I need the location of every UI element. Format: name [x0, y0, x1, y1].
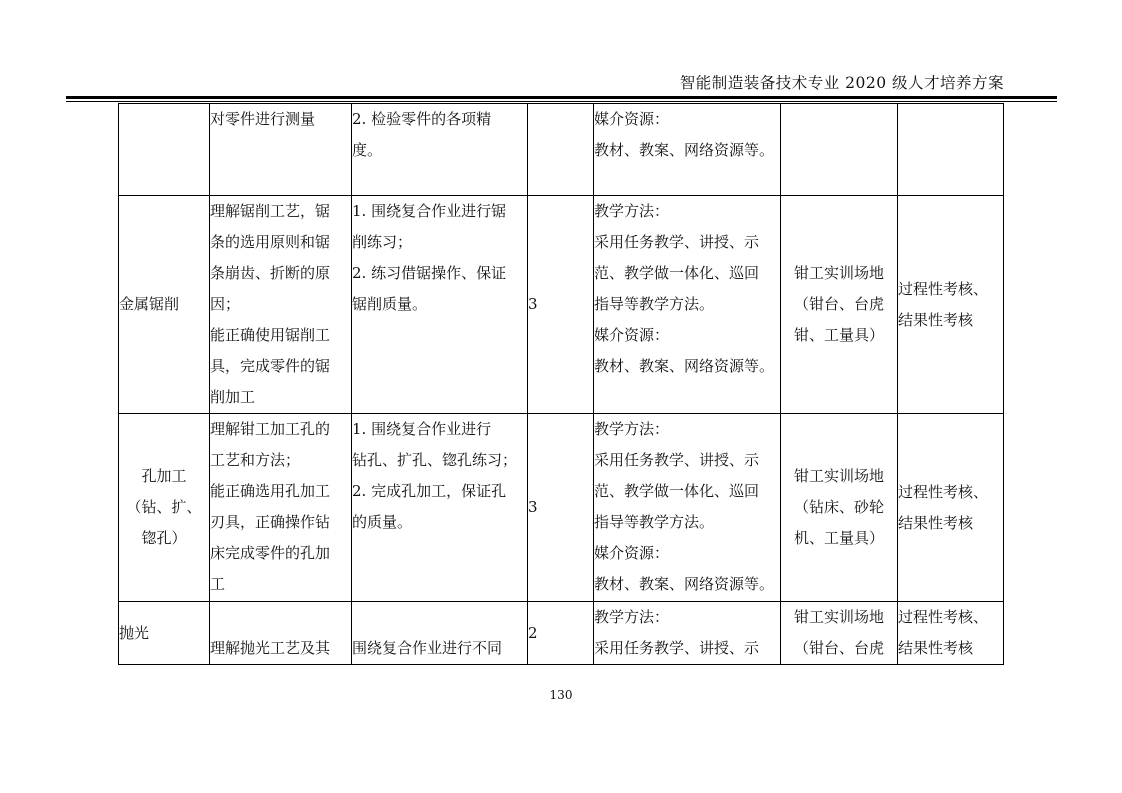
cell-hours: [528, 104, 594, 196]
cell-objectives: 对零件进行测量: [210, 104, 352, 196]
curriculum-table: [118, 103, 1004, 665]
page-header-title: 智能制造装备技术专业 2020 级人才培养方案: [679, 74, 1004, 92]
cell-methods: 教学方法： 采用任务教学、讲授、示 范、教学做一体化、巡回 指导等教学方法。 媒介资源： 教材、教案、网络资源等。: [594, 196, 781, 414]
cell-venue: 钳工实训场地 （钳台、台虎: [781, 602, 898, 665]
cell-hours: 2: [528, 602, 594, 665]
table-row: [119, 602, 1004, 665]
cell-topic: 抛光: [119, 602, 210, 665]
cell-objectives: 理解锯削工艺，锯 条的选用原则和锯 条崩齿、折断的原 因； 能正确使用锯削工 具，完成零件的锯 削加工: [210, 196, 352, 414]
cell-content: 围绕复合作业进行不同: [352, 602, 528, 665]
cell-content: 2. 检验零件的各项精 度。: [352, 104, 528, 196]
cell-objectives: 理解钳工加工孔的 工艺和方法； 能正确选用孔加工 刃具，正确操作钻 床完成零件的孔加 工: [210, 414, 352, 602]
cell-content: 1. 围绕复合作业进行 钻孔、扩孔、锪孔练习； 2. 完成孔加工，保证孔 的质量。: [352, 414, 528, 602]
cell-hours: 3: [528, 414, 594, 602]
cell-topic: 孔加工 （钻、扩、 锪孔）: [119, 414, 210, 602]
cell-assessment: 过程性考核、 结果性考核: [898, 602, 1004, 665]
cell-methods: 教学方法： 采用任务教学、讲授、示 范、教学做一体化、巡回 指导等教学方法。 媒介资源： 教材、教案、网络资源等。: [594, 414, 781, 602]
cell-venue: 钳工实训场地 （钻床、砂轮 机、工量具）: [781, 414, 898, 602]
cell-assessment: [898, 104, 1004, 196]
cell-assessment: 过程性考核、 结果性考核: [898, 196, 1004, 414]
cell-hours: 3: [528, 196, 594, 414]
cell-topic: 金属锯削: [119, 196, 210, 414]
table-row: [119, 104, 1004, 196]
table-row: [119, 414, 1004, 602]
cell-venue: [781, 104, 898, 196]
cell-content: 1. 围绕复合作业进行锯 削练习； 2. 练习借锯操作、保证 锯削质量。: [352, 196, 528, 414]
cell-venue: 钳工实训场地 （钳台、台虎 钳、工量具）: [781, 196, 898, 414]
header-rule-thin: [66, 101, 1057, 102]
cell-methods: 教学方法： 采用任务教学、讲授、示: [594, 602, 781, 665]
cell-objectives: 理解抛光工艺及其: [210, 602, 352, 665]
cell-topic: [119, 104, 210, 196]
cell-methods: 媒介资源： 教材、教案、网络资源等。: [594, 104, 781, 196]
page-number: 130: [549, 688, 573, 702]
table-row: [119, 196, 1004, 414]
header-rule-thick: [66, 96, 1057, 99]
cell-assessment: 过程性考核、 结果性考核: [898, 414, 1004, 602]
